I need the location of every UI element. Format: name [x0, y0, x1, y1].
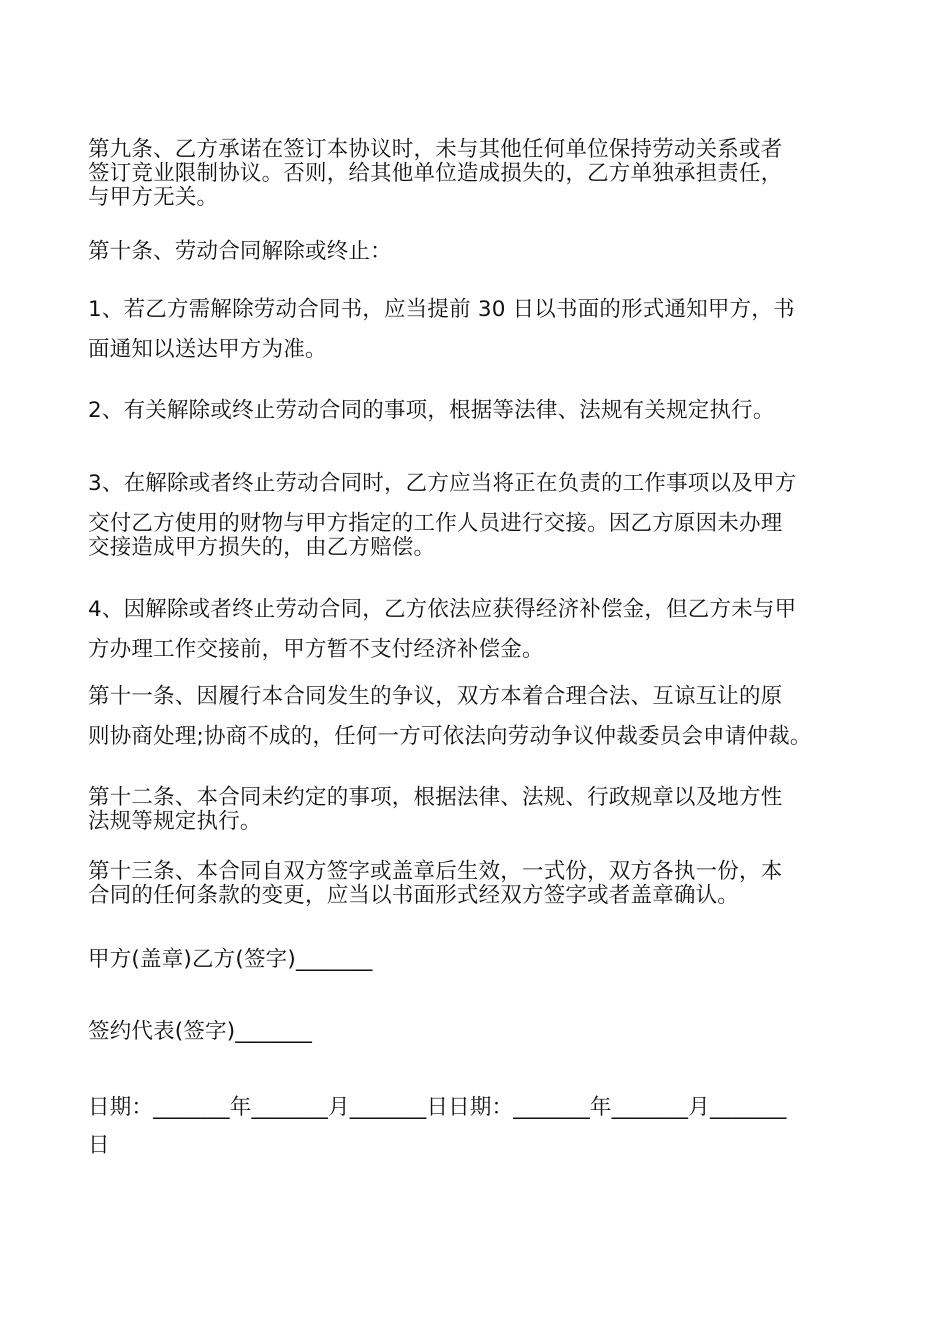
item-2-paragraph	[88, 397, 868, 424]
article-10-paragraph	[88, 238, 868, 265]
text-line: 合同的任何条款的变更，应当以书面形式经双方签字或者盖章确认。	[88, 883, 740, 908]
article-13-paragraph	[88, 858, 868, 909]
text-line: 交接造成甲方损失的，由乙方赔偿。	[88, 535, 436, 560]
text-line: 第十三条、本合同自双方签字或盖章后生效，一式份，双方各执一份，本	[88, 859, 783, 884]
text-line: 法规等规定执行。	[88, 809, 262, 834]
text-line: 4、因解除或者终止劳动合同，乙方依法应获得经济补偿金，但乙方未与甲	[88, 597, 797, 622]
text-line: 第十条、劳动合同解除或终止：	[88, 239, 392, 264]
text-line: 1、若乙方需解除劳动合同书，应当提前 30 日以书面的形式通知甲方，书	[88, 297, 795, 322]
text-line: 2、有关解除或终止劳动合同的事项，根据等法律、法规有关规定执行。	[88, 398, 775, 423]
article-9-paragraph	[88, 136, 868, 211]
signature-parties-line	[88, 946, 868, 973]
item-1-paragraph	[88, 296, 868, 363]
text-line: 签约代表(签字)_______	[88, 1019, 313, 1044]
article-12-paragraph	[88, 784, 868, 835]
text-line: 交付乙方使用的财物与甲方指定的工作人员进行交接。因乙方原因未办理	[88, 511, 783, 536]
text-line: 则协商处理;协商不成的，任何一方可依法向劳动争议仲裁委员会申请仲裁。	[88, 724, 812, 749]
text-line: 3、在解除或者终止劳动合同时，乙方应当将正在负责的工作事项以及甲方	[88, 471, 797, 496]
text-line: 日	[88, 1133, 110, 1158]
text-line: 第十二条、本合同未约定的事项，根据法律、法规、行政规章以及地方性	[88, 785, 783, 810]
text-line: 方办理工作交接前，甲方暂不支付经济补偿金。	[88, 637, 544, 662]
item-3-paragraph	[88, 470, 868, 561]
text-line: 签订竞业限制协议。否则，给其他单位造成损失的，乙方单独承担责任，	[88, 161, 783, 186]
text-line: 第十一条、因履行本合同发生的争议，双方本着合理合法、互谅互让的原	[88, 684, 783, 709]
signature-dates-line	[88, 1094, 868, 1159]
item-4-paragraph	[88, 596, 868, 663]
text-line: 甲方(盖章)乙方(签字)_______	[88, 947, 373, 972]
text-line: 日期：_______年_______月_______日日期：_______年_______月_______	[88, 1095, 787, 1120]
text-line: 面通知以送达甲方为准。	[88, 337, 327, 362]
text-line: 第九条、乙方承诺在签订本协议时，未与其他任何单位保持劳动关系或者	[88, 137, 783, 162]
article-11-paragraph	[88, 683, 868, 750]
signature-representative-line	[88, 1018, 868, 1045]
text-line: 与甲方无关。	[88, 185, 219, 210]
